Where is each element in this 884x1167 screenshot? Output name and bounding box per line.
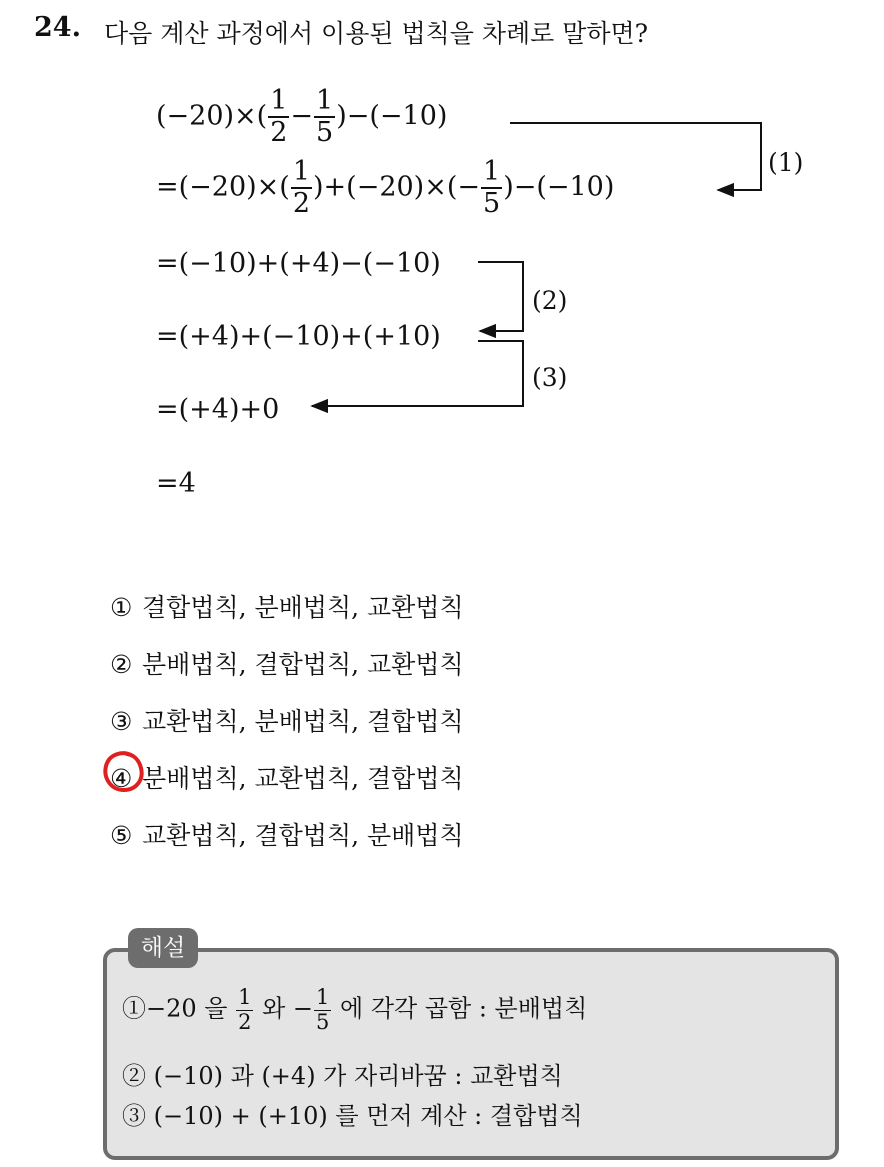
choice-3-mark: ③: [110, 707, 133, 736]
explanation-line-1: [122, 986, 587, 1034]
choice-4-mark: ④: [110, 764, 133, 793]
fraction-one-half: $\frac{1}{2}$: [270, 85, 288, 149]
step-1-part-c: )−(−10): [336, 100, 448, 132]
choice-2[interactable]: [110, 645, 464, 681]
choice-2-text: 분배법칙, 결합법칙, 교환법칙: [142, 650, 464, 679]
answer-circle-mark: [101, 748, 147, 794]
choice-3-text: 교환법칙, 분배법칙, 결합법칙: [142, 707, 464, 736]
step-3: =(−10)+(+4)−(−10): [156, 248, 441, 279]
explanation-line-2: ② (−10) 과 (+4) 가 자리바꿈 : 교환법칙: [122, 1062, 563, 1090]
question-number: 24.: [34, 12, 81, 43]
arrow-label-3: (3): [532, 363, 568, 392]
explanation-tag: 해설: [128, 928, 198, 968]
choice-5[interactable]: [110, 816, 464, 852]
arrow-3: [312, 341, 523, 406]
arrow-label-2: (2): [532, 286, 568, 315]
explanation-line-1-part-c: 에 각각 곱함 : 분배법칙: [332, 994, 588, 1023]
arrow-label-1: (1): [768, 148, 804, 177]
choice-4[interactable]: [110, 759, 464, 795]
choice-5-mark: ⑤: [110, 821, 133, 850]
arrow-2: [478, 262, 523, 331]
choice-4-text: 분배법칙, 교환법칙, 결합법칙: [142, 764, 464, 793]
step-2-part-a: =(−20)×(: [156, 171, 290, 203]
arrow-1: [510, 123, 761, 190]
step-6: =4: [156, 468, 196, 499]
explanation-line-1-part-b: 와 −: [254, 994, 314, 1023]
fraction-one-half: $\frac{1}{2}$: [238, 985, 252, 1034]
fraction-one-fifth: $\frac{1}{5}$: [316, 85, 334, 149]
step-1-part-b: −: [290, 100, 314, 132]
step-5: =(+4)+0: [156, 394, 280, 425]
step-2-part-b: )+(−20)×(−: [313, 171, 480, 203]
choice-1[interactable]: [110, 588, 464, 624]
question-text: 다음 계산 과정에서 이용된 법칙을 차례로 말하면?: [104, 19, 649, 48]
choice-1-text: 결합법칙, 분배법칙, 교환법칙: [142, 593, 464, 622]
step-2-part-c: )−(−10): [503, 171, 615, 203]
choice-5-text: 교환법칙, 결합법칙, 분배법칙: [142, 821, 464, 850]
step-1-part-a: (−20)×(: [156, 100, 268, 132]
explanation-line-1-part-a: ①−20 을: [122, 994, 236, 1023]
fraction-one-fifth: $\frac{1}{5}$: [316, 985, 330, 1034]
fraction-one-fifth: $\frac{1}{5}$: [483, 156, 501, 220]
fraction-one-half: $\frac{1}{2}$: [292, 156, 311, 220]
explanation-line-3: ③ (−10) + (+10) 를 먼저 계산 : 결합법칙: [122, 1102, 583, 1130]
choice-3[interactable]: [110, 702, 464, 738]
choice-2-mark: ②: [110, 650, 133, 679]
choice-1-mark: ①: [110, 593, 133, 622]
step-4: =(+4)+(−10)+(+10): [156, 321, 441, 352]
